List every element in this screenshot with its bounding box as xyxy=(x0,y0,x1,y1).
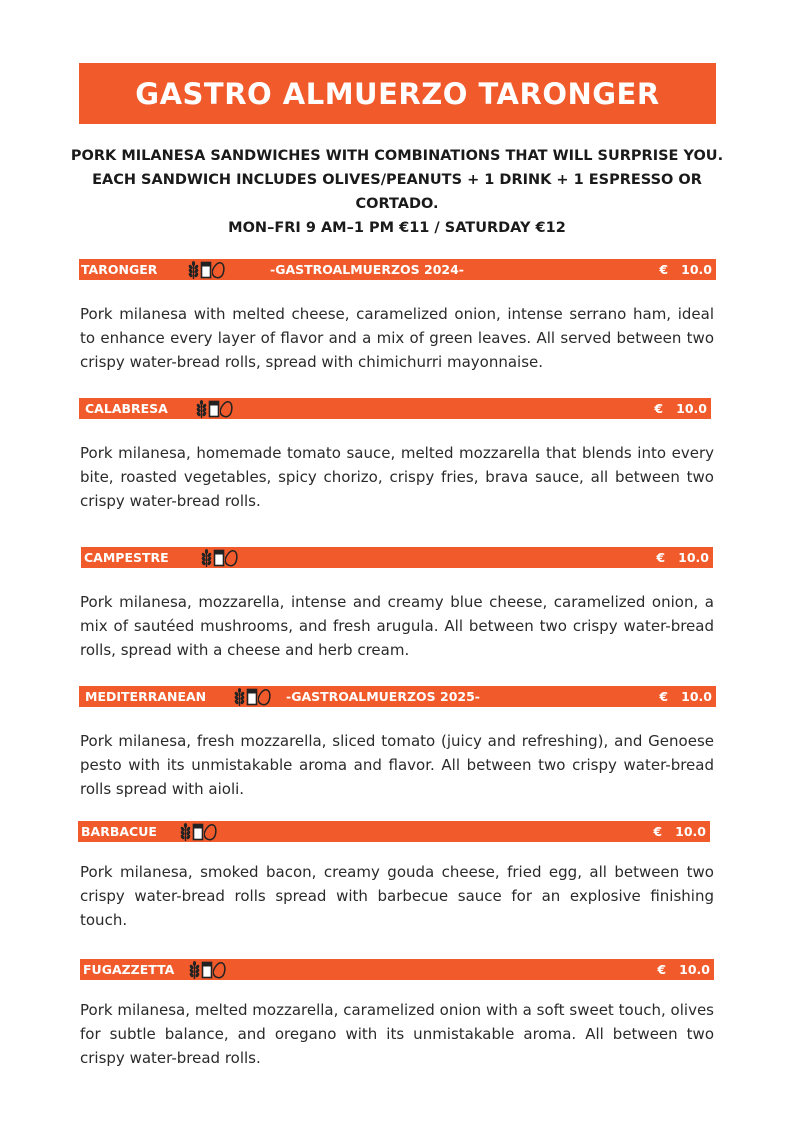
item-description: Pork milanesa, smoked bacon, creamy gouda cheese, fried egg, all between two crispy water-bread rolls spread with barbecue sauce for an explosive finishing touch. xyxy=(80,863,714,929)
item-name: TARONGER xyxy=(81,262,158,277)
wheat-icon xyxy=(179,823,192,841)
item-price: € 10.0 xyxy=(659,689,712,704)
item-price: € 10.0 xyxy=(654,401,707,416)
allergen-icons xyxy=(187,260,225,279)
wheat-icon xyxy=(188,961,201,979)
allergen-icons xyxy=(179,822,217,841)
item-header-barbacue xyxy=(78,821,710,842)
egg-icon xyxy=(212,261,225,279)
wheat-icon xyxy=(233,688,246,706)
allergen-icons xyxy=(200,548,238,567)
intro-line-1: PORK MILANESA SANDWICHES WITH COMBINATIONS THAT WILL SURPRISE YOU. xyxy=(70,148,724,164)
item-price: € 10.0 xyxy=(659,262,712,277)
allergen-icons xyxy=(188,960,226,979)
item-name: CAMPESTRE xyxy=(84,550,169,565)
item-header-mediterranean xyxy=(79,686,716,707)
item-name: CALABRESA xyxy=(85,401,168,416)
egg-icon xyxy=(225,549,238,567)
milk-glass-icon xyxy=(200,261,212,279)
egg-icon xyxy=(258,688,271,706)
item-price: € 10.0 xyxy=(656,550,709,565)
milk-glass-icon xyxy=(192,823,204,841)
menu-title-banner xyxy=(79,63,716,124)
item-name: FUGAZZETTA xyxy=(83,962,175,977)
allergen-icons xyxy=(233,687,271,706)
intro-line-3: MON–FRI 9 AM–1 PM €11 / SATURDAY €12 xyxy=(228,220,566,236)
item-header-calabresa xyxy=(79,398,711,419)
milk-glass-icon xyxy=(213,549,225,567)
egg-icon xyxy=(213,961,226,979)
item-description: Pork milanesa, melted mozzarella, caramelized onion with a soft sweet touch, olives for subtle balance, and oregano with its unmistakable aroma. All between two crispy water-bread rolls. xyxy=(80,1001,714,1067)
egg-icon xyxy=(204,823,217,841)
wheat-icon xyxy=(195,400,208,418)
item-description: Pork milanesa with melted cheese, caramelized onion, intense serrano ham, ideal to enhance every layer of flavor and a mix of green leaves. All served between two crispy water-bread rolls, spread with chimichurri mayonnaise. xyxy=(80,305,714,371)
item-name: MEDITERRANEAN xyxy=(85,689,207,704)
item-header-campestre xyxy=(81,547,713,568)
milk-glass-icon xyxy=(201,961,213,979)
wheat-icon xyxy=(200,549,213,567)
item-description: Pork milanesa, mozzarella, intense and creamy blue cheese, caramelized onion, a mix of sautéed mushrooms, and fresh arugula. All between two crispy water-bread rolls, spread with a cheese and herb cream. xyxy=(80,593,714,659)
milk-glass-icon xyxy=(246,688,258,706)
item-tag: -GASTROALMUERZOS 2024- xyxy=(270,262,464,277)
item-price: € 10.0 xyxy=(657,962,710,977)
page-title: GASTRO ALMUERZO TARONGER xyxy=(135,76,660,111)
wheat-icon xyxy=(187,261,200,279)
item-header-taronger xyxy=(79,259,716,280)
intro-text xyxy=(60,144,734,240)
item-name: BARBACUE xyxy=(81,824,157,839)
item-description: Pork milanesa, homemade tomato sauce, melted mozzarella that blends into every bite, roasted vegetables, spicy chorizo, crispy fries, brava sauce, all between two crispy water-bread rolls. xyxy=(80,444,714,510)
item-tag: -GASTROALMUERZOS 2025- xyxy=(286,689,480,704)
milk-glass-icon xyxy=(208,400,220,418)
allergen-icons xyxy=(195,399,233,418)
item-price: € 10.0 xyxy=(653,824,706,839)
item-header-fugazzetta xyxy=(80,959,714,980)
egg-icon xyxy=(220,400,233,418)
intro-line-2: EACH SANDWICH INCLUDES OLIVES/PEANUTS + 1 DRINK + 1 ESPRESSO OR CORTADO. xyxy=(92,172,702,212)
item-description: Pork milanesa, fresh mozzarella, sliced tomato (juicy and refreshing), and Genoese pesto with its unmistakable aroma and flavor. All between two crispy water-bread rolls spread with aioli. xyxy=(80,732,714,798)
